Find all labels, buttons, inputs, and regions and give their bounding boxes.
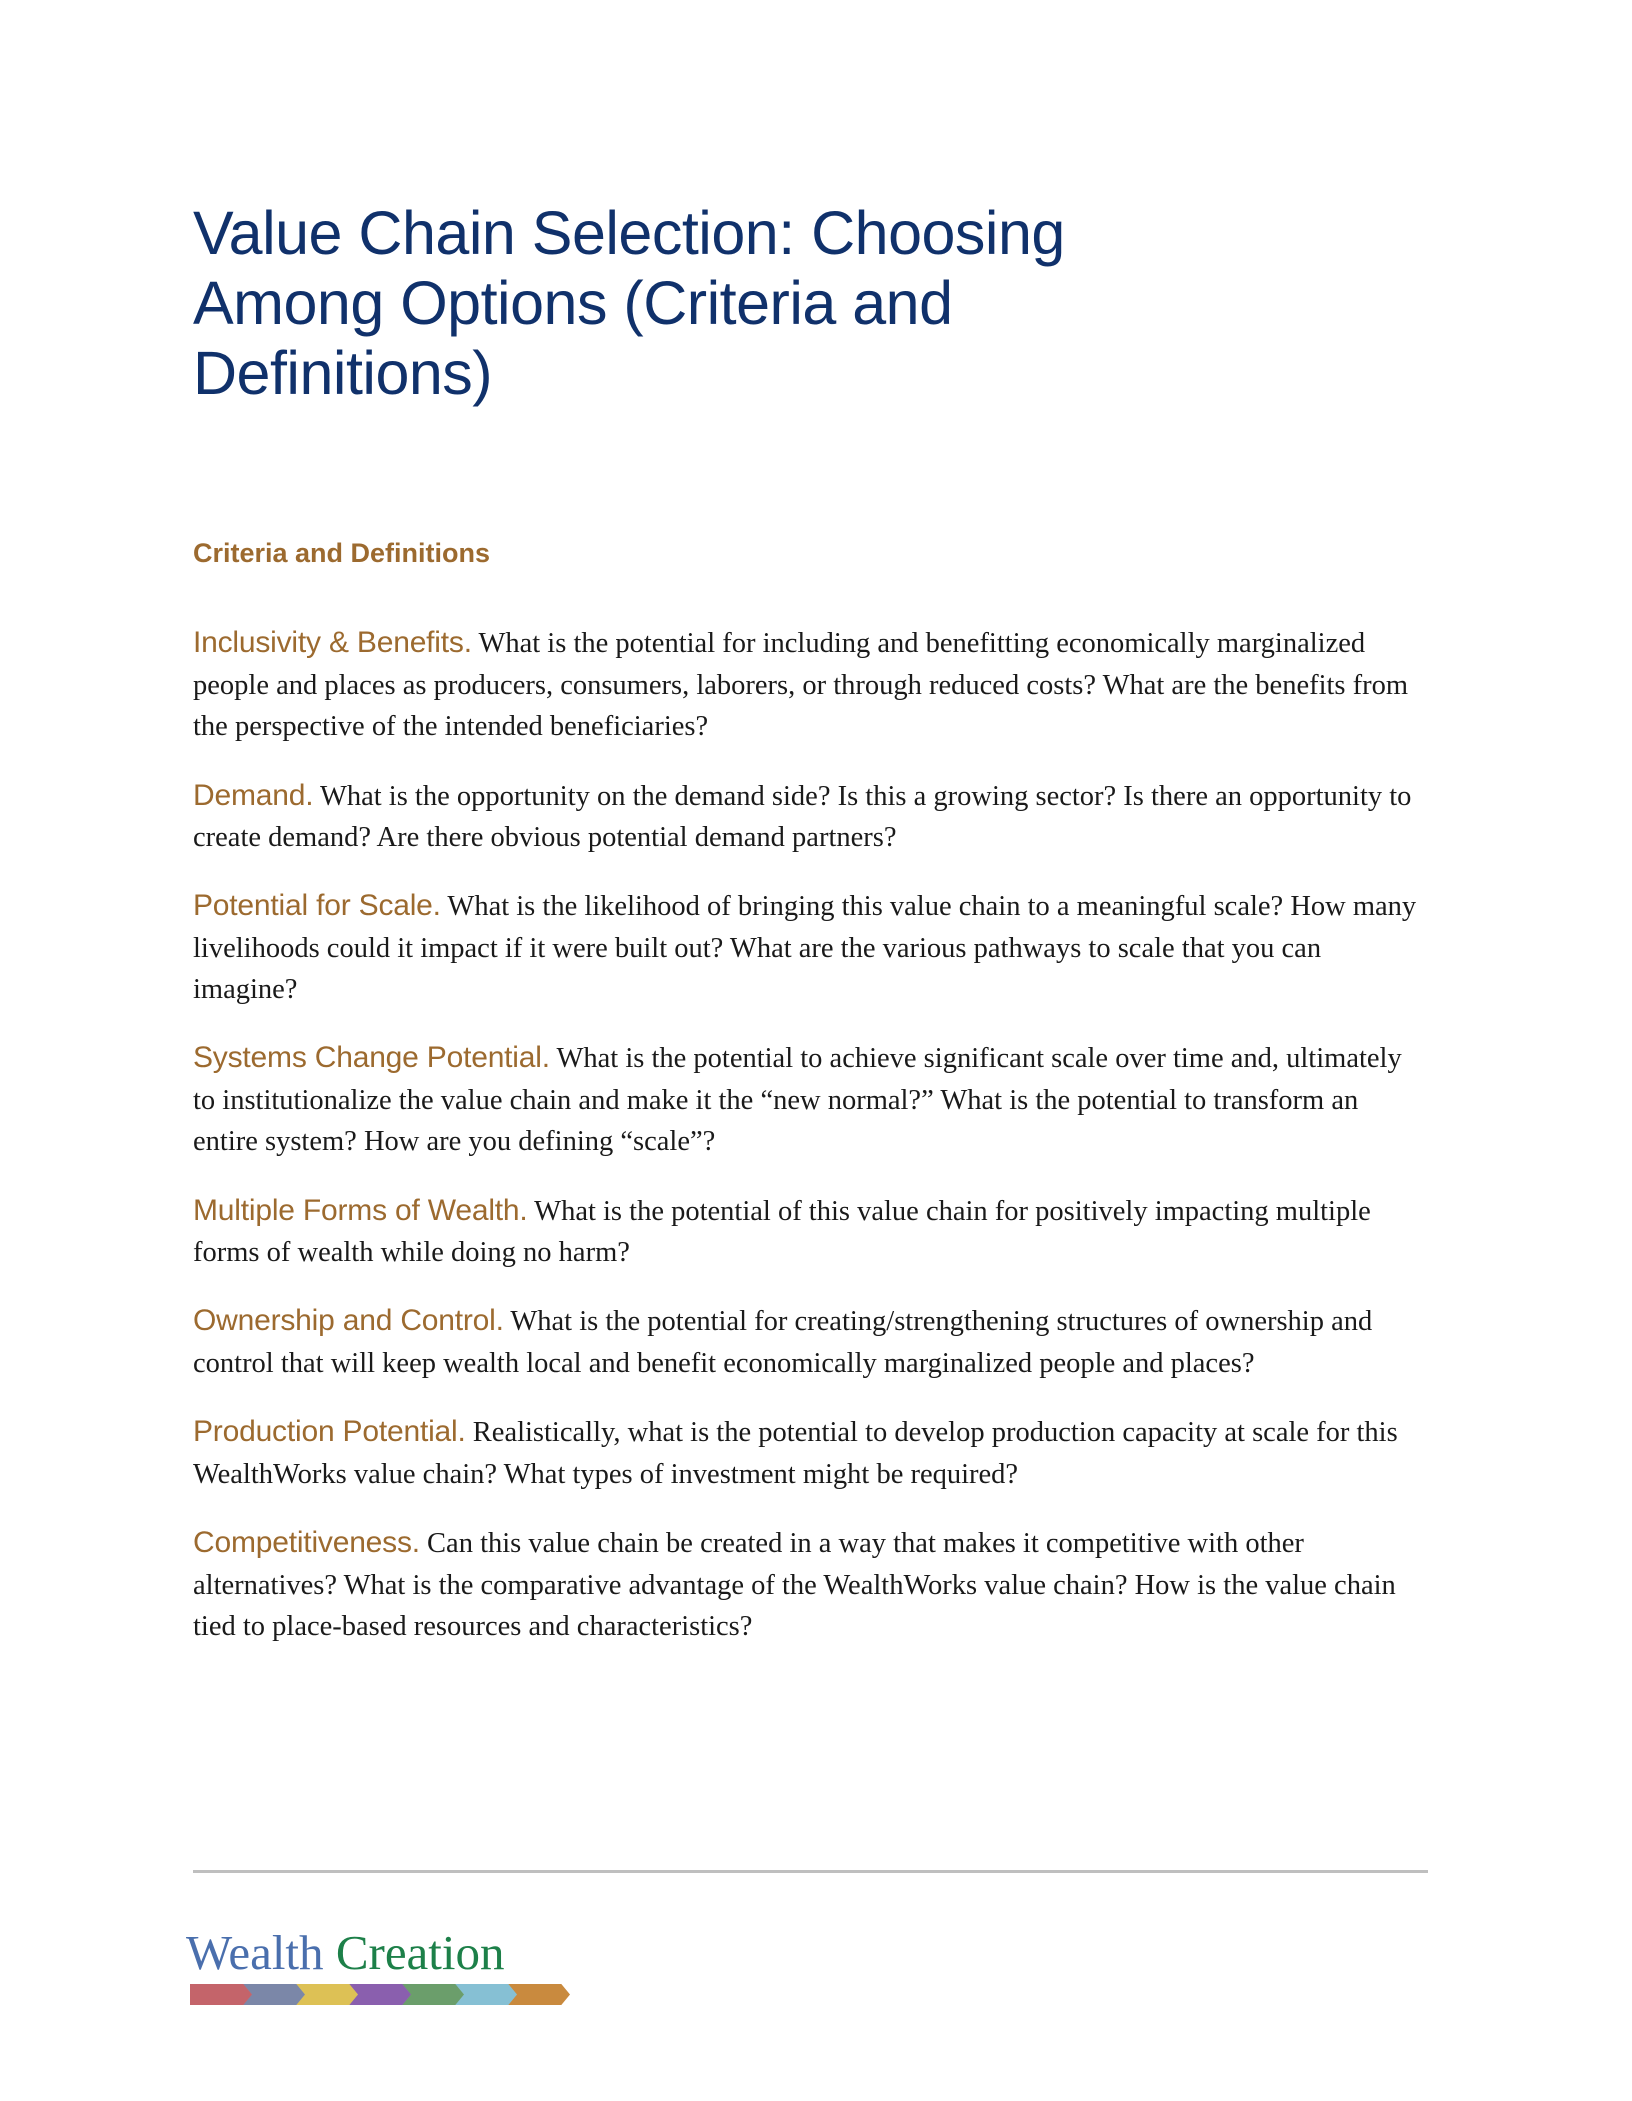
logo-chevron-6 xyxy=(455,1984,517,2005)
logo-chevron-4 xyxy=(349,1984,411,2005)
criterion-lead-in: Production Potential. xyxy=(193,1415,466,1449)
criterion-body: Realistically, what is the potential to develop production capacity at scale for this WealthWorks value chain? What types of investment might be required? xyxy=(193,1417,1398,1490)
criterion-body: Can this value chain be created in a way that makes it competitive with other alternatives? What is the comparative advantage of the WealthWorks value chain? How is the value chain tied to place-based resources and characteristics? xyxy=(193,1528,1396,1642)
criterion-body: What is the potential of this value chain for positively impacting multiple forms of wealth while doing no harm? xyxy=(193,1195,1371,1269)
criterion-item xyxy=(193,1036,1428,1162)
criterion-item xyxy=(193,1189,1428,1274)
logo-word-wealth: Wealth xyxy=(186,1925,324,1980)
criterion-lead-in: Potential for Scale. xyxy=(193,889,441,923)
document-content xyxy=(193,0,1428,1647)
criterion-body: What is the opportunity on the demand side? Is this a growing sector? Is there an opportunity to create demand? Are there obvious potential demand partners? xyxy=(193,780,1412,854)
wealth-creation-logo xyxy=(186,1925,566,2005)
logo-chevron-5 xyxy=(402,1984,464,2005)
criterion-lead-in: Multiple Forms of Wealth. xyxy=(193,1193,528,1227)
footer-divider xyxy=(193,1870,1428,1873)
criterion-lead-in: Systems Change Potential. xyxy=(193,1041,550,1075)
section-heading: Criteria and Definitions xyxy=(193,538,491,569)
logo-chevron-bar xyxy=(190,1984,564,2005)
page-title: Value Chain Selection: Choosing Among Options (Criteria and Definitions) xyxy=(193,199,1065,408)
criterion-body: What is the potential for including and benefitting economically marginalized people and places as producers, consumers, laborers, or through reduced costs? What are the benefits from the perspective of the intended beneficiaries? xyxy=(193,628,1409,743)
logo-chevron-7 xyxy=(508,1984,570,2005)
criterion-body: What is the likelihood of bringing this value chain to a meaningful scale? How many livelihoods could it impact if it were built out? What are the various pathways to scale that you can imagine? xyxy=(193,891,1417,1006)
criterion-lead-in: Inclusivity & Benefits. xyxy=(193,626,472,660)
criterion-item xyxy=(193,1410,1428,1495)
logo-chevron-2 xyxy=(243,1984,305,2005)
criterion-item xyxy=(193,1521,1428,1647)
criterion-item xyxy=(193,621,1428,747)
logo-wordmark xyxy=(186,1925,566,1980)
criterion-item xyxy=(193,1299,1428,1384)
criterion-body: What is the potential to achieve significant scale over time and, ultimately to institutionalize the value chain and make it the “new normal?” What is the potential to transform an entire system? How are you defining “scale”? xyxy=(193,1043,1402,1158)
logo-word-creation: Creation xyxy=(323,1925,505,1980)
criterion-lead-in: Competitiveness. xyxy=(193,1526,420,1560)
criteria-list xyxy=(193,569,1428,1647)
criterion-lead-in: Ownership and Control. xyxy=(193,1304,504,1338)
criterion-item xyxy=(193,884,1428,1010)
criterion-lead-in: Demand. xyxy=(193,778,314,812)
criterion-body: What is the potential for creating/strengthening structures of ownership and control that will keep wealth local and benefit economically marginalized people and places? xyxy=(193,1306,1373,1379)
logo-chevron-3 xyxy=(296,1984,358,2005)
logo-chevron-1 xyxy=(190,1984,252,2005)
criterion-item xyxy=(193,774,1428,859)
